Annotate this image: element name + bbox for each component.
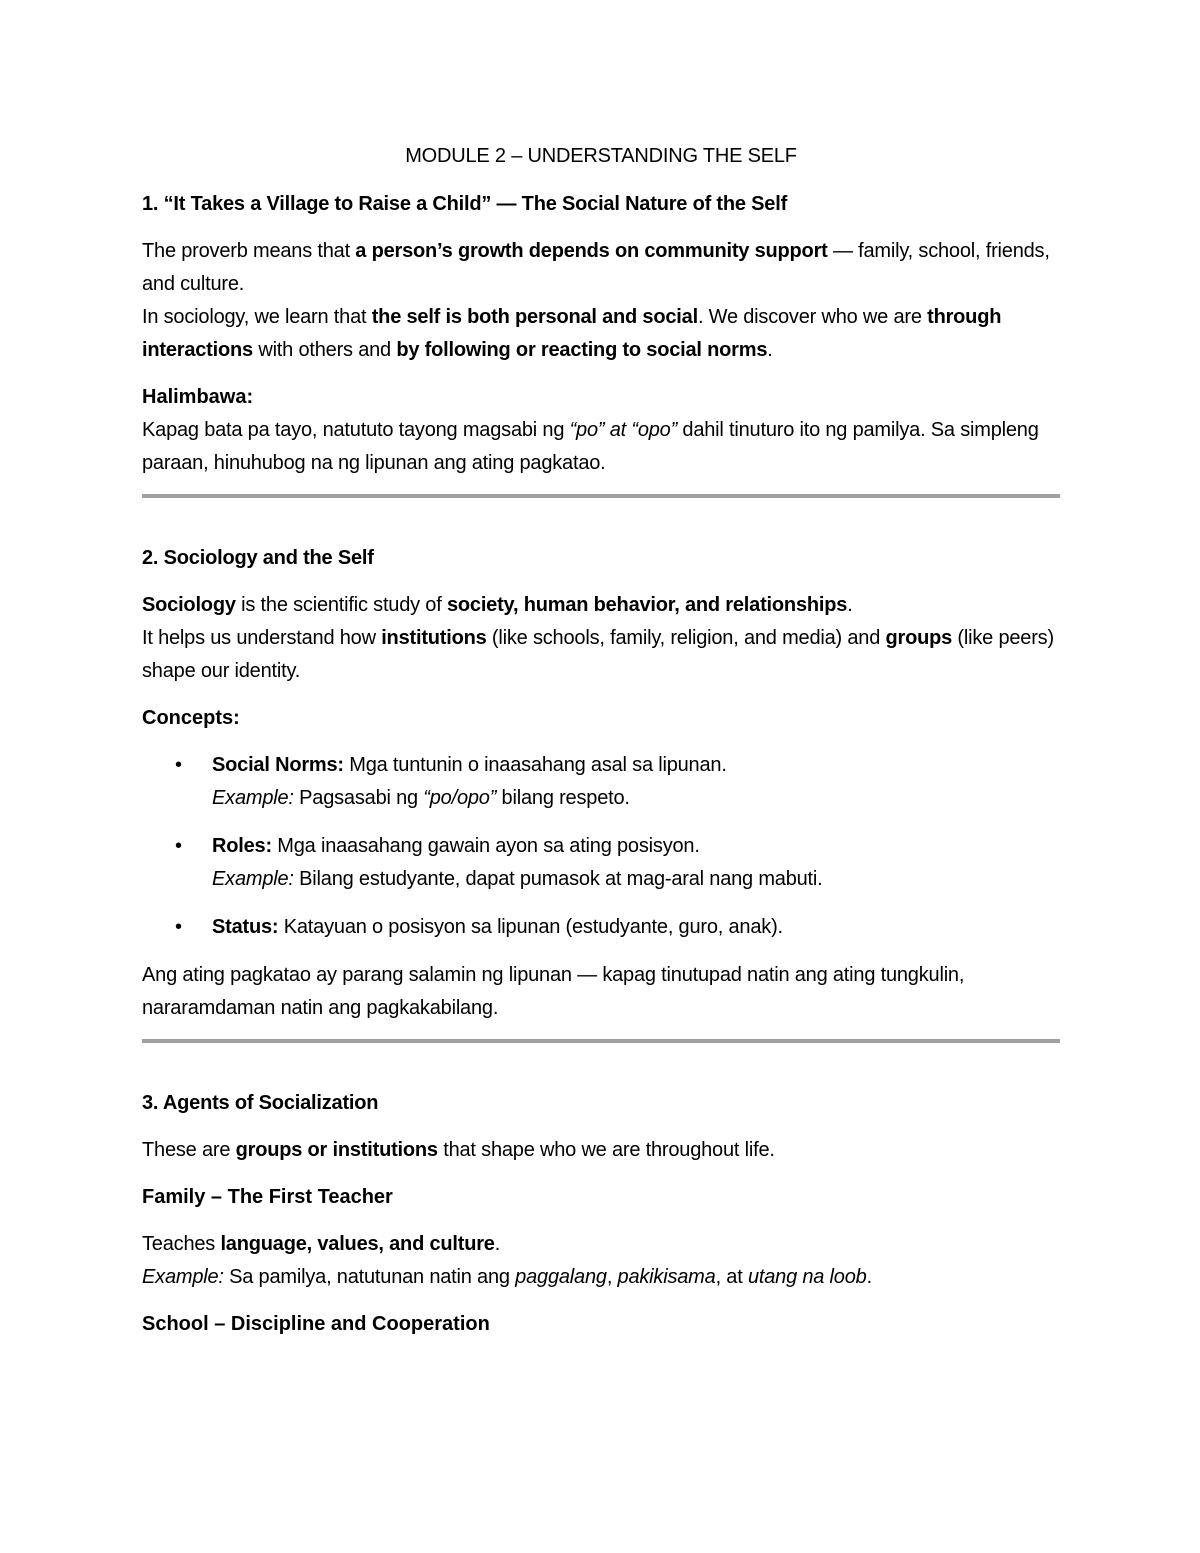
text-run: Pagsasabi ng xyxy=(293,787,424,809)
bold-run: institutions xyxy=(381,627,487,649)
list-item xyxy=(142,911,1060,944)
text-run: bilang respeto. xyxy=(496,787,630,809)
bold-run: groups or institutions xyxy=(235,1139,438,1161)
bold-run: through interactions xyxy=(142,306,1002,361)
section-3-intro xyxy=(142,1134,1060,1167)
family-heading: Family – The First Teacher xyxy=(142,1186,393,1208)
concept-term: Status: xyxy=(212,916,279,938)
concept-definition: Mga inaasahang gawain ayon sa ating posisyon. xyxy=(271,835,700,857)
text-run: Sa pamilya, natutunan natin ang xyxy=(223,1266,516,1288)
text-run: . xyxy=(847,594,853,616)
section-1-paragraph xyxy=(142,235,1060,367)
text-run: — family, school, friends, and culture. xyxy=(142,240,1050,295)
text-run: (like peers) shape our identity. xyxy=(142,627,1054,682)
document-title: MODULE 2 – UNDERSTANDING THE SELF xyxy=(405,145,797,167)
italic-run: “po/opo” xyxy=(423,787,497,809)
section-2-paragraph xyxy=(142,589,1060,688)
concepts-list xyxy=(142,749,1060,944)
section-3-heading: 3. Agents of Socialization xyxy=(142,1092,379,1114)
horizontal-rule xyxy=(142,494,1060,498)
family-paragraph xyxy=(142,1228,1060,1294)
italic-run: “po” at “opo” xyxy=(569,419,678,441)
text-run: . We discover who we are xyxy=(697,306,928,328)
example-label: Example: xyxy=(212,787,294,809)
list-item xyxy=(142,830,1060,896)
bold-run: a person’s growth depends on community support xyxy=(355,240,828,262)
text-run: In sociology, we learn that xyxy=(142,306,372,328)
horizontal-rule xyxy=(142,1039,1060,1043)
example-label: Example: xyxy=(142,1266,224,1288)
text-run: It helps us understand how xyxy=(142,627,382,649)
concept-term: Social Norms: xyxy=(212,754,344,776)
italic-run: utang na loob xyxy=(747,1266,867,1288)
concept-definition: Mga tuntunin o inaasahang asal sa lipunan. xyxy=(343,754,727,776)
text-run: The proverb means that xyxy=(142,240,356,262)
section-2-closing: Ang ating pagkatao ay parang salamin ng lipunan — kapag tinutupad natin ang ating tungkulin, nararamdaman natin ang pagkakabilang. xyxy=(142,964,965,1019)
text-run: . xyxy=(494,1233,501,1255)
concepts-label: Concepts: xyxy=(142,707,240,729)
bullet-icon: • xyxy=(175,835,182,857)
bold-run: the self is both personal and social xyxy=(371,306,698,328)
bullet-icon: • xyxy=(175,754,182,776)
bullet-icon: • xyxy=(175,916,182,938)
text-run: . xyxy=(866,1266,872,1288)
section-2-heading: 2. Sociology and the Self xyxy=(142,547,374,569)
example-label: Halimbawa: xyxy=(142,386,254,408)
text-run: with others and xyxy=(252,339,397,361)
text-run: Kapag bata pa tayo, natututo tayong magsabi ng xyxy=(142,419,570,441)
text-run: These are xyxy=(142,1139,236,1161)
text-run: is the scientific study of xyxy=(235,594,447,616)
bold-run: Sociology xyxy=(142,594,236,616)
italic-run: paggalang xyxy=(515,1266,607,1288)
section-1-heading: 1. “It Takes a Village to Raise a Child” — The Social Nature of the Self xyxy=(142,193,788,215)
bold-run: society, human behavior, and relationships xyxy=(446,594,848,616)
text-run: . xyxy=(767,339,773,361)
bold-run: groups xyxy=(885,627,953,649)
concept-term: Roles: xyxy=(212,835,272,857)
document-page xyxy=(142,140,1060,1341)
example-paragraph xyxy=(142,414,1060,480)
text-run: (like schools, family, religion, and media) and xyxy=(486,627,886,649)
text-run: , xyxy=(606,1266,618,1288)
text-run: that shape who we are throughout life. xyxy=(437,1139,775,1161)
bold-run: by following or reacting to social norms xyxy=(396,339,768,361)
list-item xyxy=(142,749,1060,815)
concept-definition: Katayuan o posisyon sa lipunan (estudyante, guro, anak). xyxy=(278,916,783,938)
text-run: Teaches xyxy=(142,1233,221,1255)
text-run: Bilang estudyante, dapat pumasok at mag-aral nang mabuti. xyxy=(293,868,823,890)
italic-run: pakikisama xyxy=(617,1266,716,1288)
bold-run: language, values, and culture xyxy=(220,1233,495,1255)
text-run: , at xyxy=(715,1266,748,1288)
example-label: Example: xyxy=(212,868,294,890)
school-heading: School – Discipline and Cooperation xyxy=(142,1313,490,1335)
text-run: dahil tinuturo ito ng pamilya. Sa simpleng paraan, hinuhubog na ng lipunan ang ating pagkatao. xyxy=(142,419,1039,474)
